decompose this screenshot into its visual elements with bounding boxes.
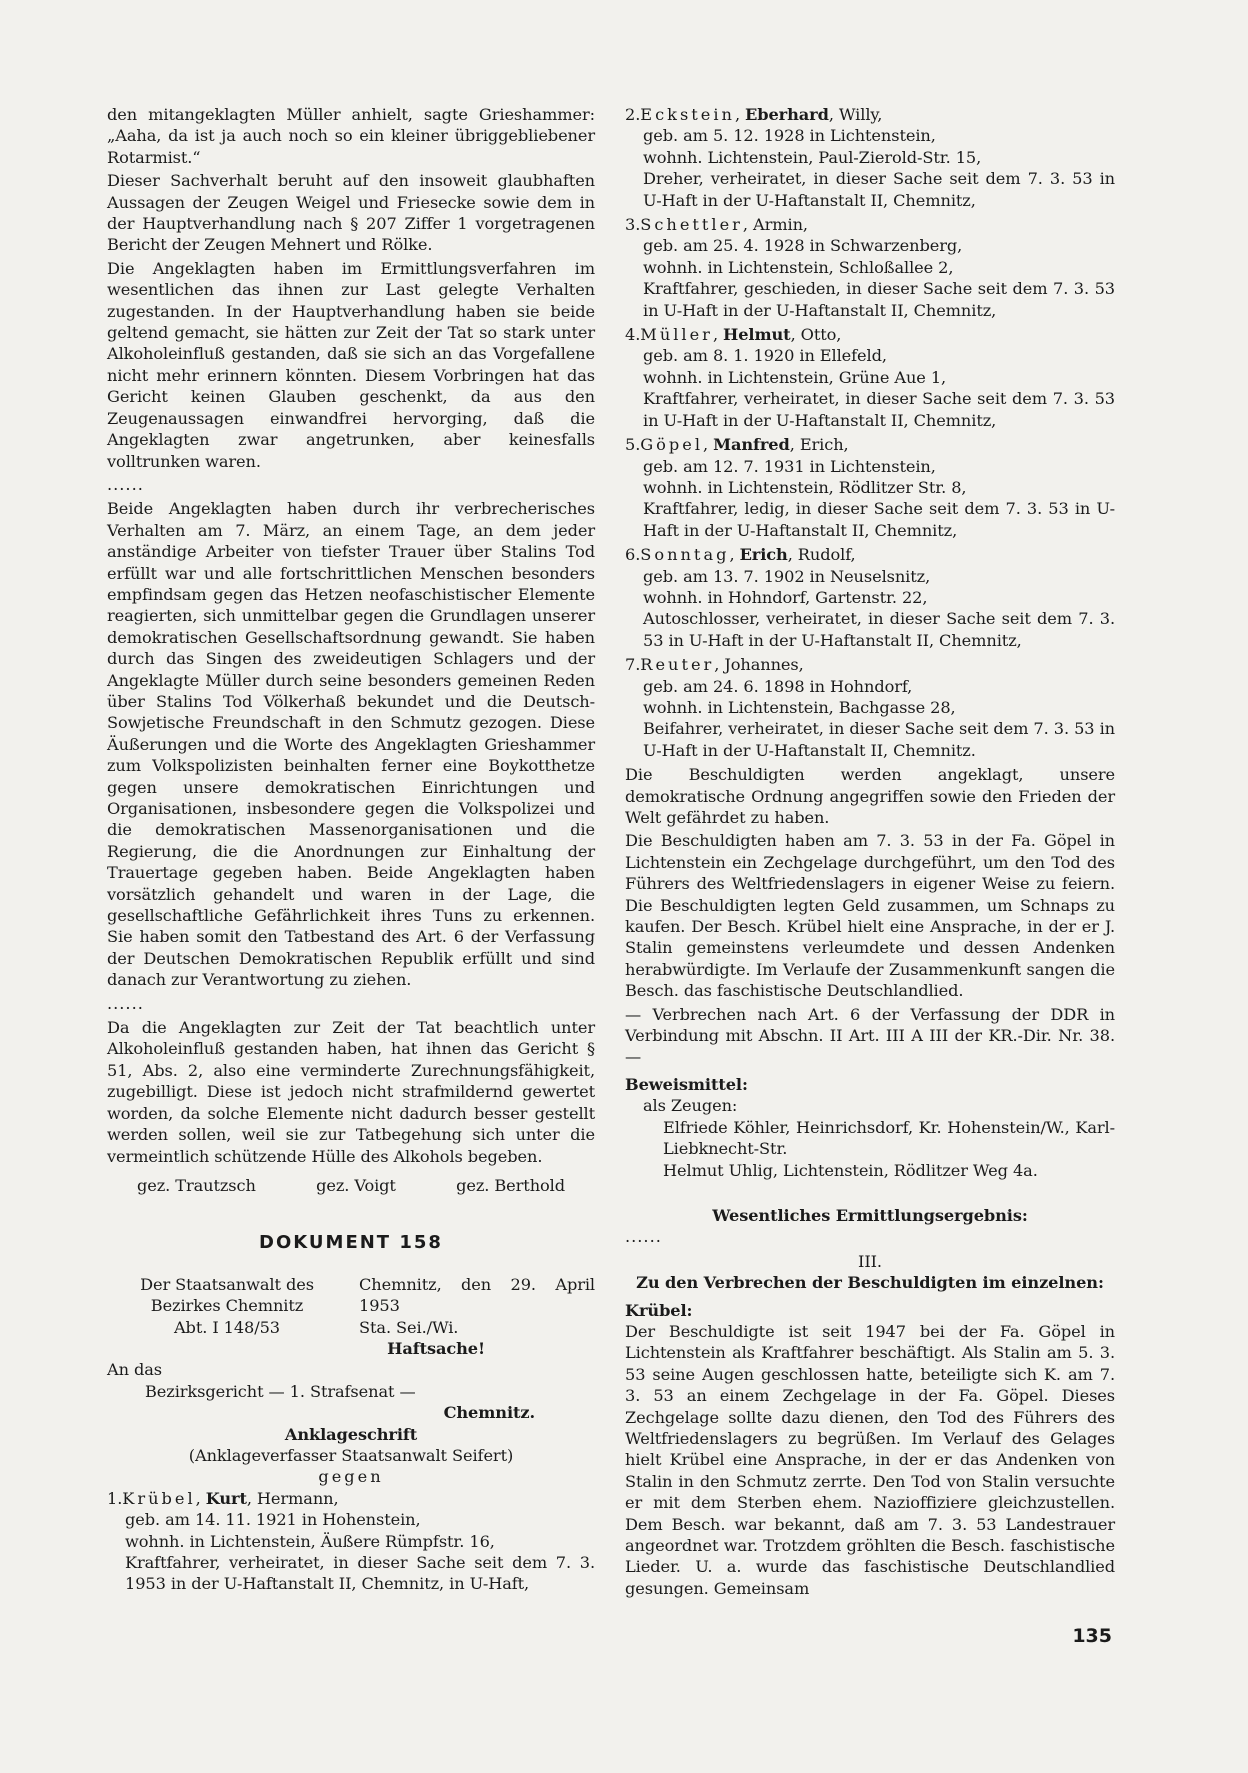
surname: Krübel [122, 1488, 196, 1508]
entry-line: geb. am 5. 12. 1928 in Lichtenstein, [643, 126, 936, 146]
left-column [107, 104, 595, 1598]
other-names: , Hermann, [246, 1488, 339, 1508]
entry-line: Dreher, verheiratet, in dieser Sache seit dem 7. 3. 53 in U-Haft in der U-Haftanstalt II, Chemnitz, [643, 169, 1115, 210]
city: Chemnitz. [443, 1403, 535, 1423]
entry-number: 7. [625, 655, 641, 675]
ellipsis: ...... [107, 474, 144, 494]
entry-line: wohnh. in Hohndorf, Gartenstr. 22, [643, 587, 928, 607]
other-names: , Armin, [742, 215, 808, 235]
witness: Helmut Uhlig, Lichtenstein, Rödlitzer Weg 4a. [663, 1160, 1038, 1180]
section-title: Zu den Verbrechen der Beschuldigten im einzelnen: [636, 1273, 1104, 1293]
entry-number: 5. [625, 435, 641, 455]
facts-paragraph: Die Beschuldigten haben am 7. 3. 53 in der Fa. Göpel in Lichtenstein ein Zechgelage durchgeführt, um den Tod des Führers des Weltfriedenslagers in eigener Weise zu feiern. Die Beschuldigten legten Geld zusammen, um Schnaps zu kaufen. Der Besch. Krübel hielt eine Ansprache, in der er J. Stalin gemeinstens verleumdete und dessen Andenken herabwürdigte. Im Verlaufe der Zusammenkunft sangen die Besch. das faschistische Deutschlandlied. [625, 831, 1115, 1001]
surname: Sonntag [640, 545, 730, 565]
accused-entry: 2.Eckstein, Eberhard, Willy, geb. am 5. 12. 1928 in Lichtenstein, wohnh. Lichtenstein, Paul-Zierold-Str. 15, Dreher, verheiratet, in dieser Sache seit dem 7. 3. 53 in U-Haft in der U-Haftanstalt II, Chemnitz, [625, 105, 1115, 210]
accused-entry [625, 654, 1115, 761]
entry-line: wohnh. Lichtenstein, Paul-Zierold-Str. 15, [643, 147, 982, 167]
signature: gez. Trautzsch [137, 1175, 256, 1195]
paragraph: Die Angeklagten haben im Ermittlungsverfahren im wesentlichen das ihnen zur Last gelegte Verhalten zugestanden. In der Hauptverhandlung haben sie beide geltend gemacht, sie hätten zur Zeit der Tat so stark unter Alkoholeinfluß gestanden, daß sie sich an das Vorgefallene nicht mehr erinnern könnten. Diesem Vorbringen hat das Gericht keinen Glauben geschenkt, da aus den Zeugenaussagen einwandfrei hervorging, daß die Angeklagten zwar angetrunken, aber keinesfalls volltrunken waren. [107, 258, 595, 471]
entry-line: geb. am 14. 11. 1921 in Hohenstein, [125, 1510, 421, 1530]
legal-basis: — Verbrechen nach Art. 6 der Verfassung der DDR in Verbindung mit Abschn. II Art. III A III der KR.-Dir. Nr. 38. — [625, 1004, 1115, 1067]
surname: Schettler [640, 215, 743, 235]
sender-line: Abt. I 148/53 [173, 1317, 281, 1337]
entry-line: wohnh. in Lichtenstein, Schloßallee 2, [643, 257, 954, 277]
section-number: III. [858, 1251, 882, 1271]
entry-number: 4. [625, 325, 641, 345]
entry-line: geb. am 12. 7. 1931 in Lichtenstein, [643, 456, 936, 476]
entry-line: geb. am 8. 1. 1920 in Ellefeld, [643, 346, 887, 366]
ellipsis: ...... [625, 1227, 662, 1247]
surname: Göpel [640, 435, 704, 455]
accused-entry: 6.Sonntag, Erich, Rudolf, geb. am 13. 7. 1902 in Neuselsnitz, wohnh. in Hohndorf, Gartenstr. 22, Autoschlosser, verheiratet, in dieser Sache seit dem 7. 3. 53 in U-Haft in der U-Haftanstalt II, Chemnitz, [625, 545, 1115, 650]
signature: gez. Berthold [456, 1175, 565, 1195]
other-names: , Rudolf, [787, 545, 856, 565]
entry-line: wohnh. in Lichtenstein, Rödlitzer Str. 8, [643, 477, 967, 497]
entry-number: 1. [107, 1488, 123, 1508]
entry-line: geb. am 25. 4. 1928 in Schwarzenberg, [643, 236, 963, 256]
ellipsis: ...... [107, 993, 144, 1013]
other-names: , Johannes, [714, 655, 804, 675]
witness-intro: als Zeugen: [643, 1096, 738, 1116]
entry-line: geb. am 13. 7. 1902 in Neuselsnitz, [643, 566, 931, 586]
first-name: Eberhard [745, 105, 829, 124]
paragraph: Beide Angeklagten haben durch ihr verbrecherisches Verhalten am 7. März, an einem Tage, an dem jeder anständige Arbeiter von tiefster Trauer über Stalins Tod erfüllt war und alle fortschrittlichen Menschen besonders empfindsam gegen das Hetzen neofaschistischer Elemente reagierten, sich unmittelbar gegen die Grundlagen unserer demokratischen Gesellschaftsordnung gewandt. Sie haben durch das Singen des zweideutigen Schlagers und der Angeklagte Müller durch seine besonders gemeinen Reden über Stalins Tod Völkerhaß bekundet und die Deutsch-Sowjetische Freundschaft in den Schmutz gezogen. Diese Äußerungen und die Worte des Angeklagten Grieshammer zum Volkspolizisten beinhalten ferner eine Boykotthetze gegen unsere demokratischen Einrichtungen und Organisationen, insbesondere gegen die Volkspolizei und die demokratischen Massenorganisationen und die Regierung, die die Anordnungen zur Einhaltung der Trauertage gegeben haben. Beide Angeklagten haben vorsätzlich gehandelt und waren in der Lage, die gesellschaftliche Gefährlichkeit ihres Tuns zu erkennen. Sie haben somit den Tatbestand des Art. 6 der Verfassung der Deutschen Demokratischen Republik erfüllt und sind danach zur Verantwortung zu ziehen. [107, 499, 595, 990]
indictment-subtitle: (Anklageverfasser Staatsanwalt Seifert) [188, 1445, 514, 1465]
surname: Eckstein [640, 105, 735, 124]
first-name: Erich [739, 545, 788, 565]
reference-line: Sta. Sei./Wi. [359, 1317, 459, 1337]
other-names: , Otto, [790, 325, 842, 345]
result-heading: Wesentliches Ermittlungsergebnis: [712, 1205, 1028, 1225]
sender-line: Der Staatsanwalt des [140, 1274, 314, 1294]
page-number: 135 [1072, 1625, 1112, 1647]
address-block [107, 1274, 595, 1338]
document-heading: DOKUMENT 158 [259, 1232, 443, 1254]
entry-line: Autoschlosser, verheiratet, in dieser Sache seit dem 7. 3. 53 in U-Haft in der U-Haftanstalt II, Chemnitz, [643, 609, 1115, 650]
an-das: An das [107, 1360, 162, 1380]
date-line: Chemnitz, den 29. April 1953 [359, 1274, 595, 1316]
entry-number: 3. [625, 215, 641, 235]
gegen: gegen [318, 1467, 384, 1487]
accused-entry [625, 214, 1115, 321]
date-block [347, 1274, 595, 1338]
signature: gez. Voigt [316, 1175, 396, 1195]
entry-line: Kraftfahrer, geschieden, in dieser Sache seit dem 7. 3. 53 in U-Haft in der U-Haftanstalt II, Chemnitz, [643, 279, 1115, 320]
entry-line: Kraftfahrer, ledig, in dieser Sache seit dem 7. 3. 53 in U-Haft in der U-Haftanstalt II, Chemnitz, [643, 499, 1115, 540]
entry-line: Beifahrer, verheiratet, in dieser Sache seit dem 7. 3. 53 in U-Haft in der U-Haftanstalt II, Chemnitz. [643, 719, 1115, 760]
accused-entry: 1.Krübel, Kurt, Hermann, geb. am 14. 11. 1921 in Hohenstein, wohnh. in Lichtenstein, Äußere Rümpfstr. 16, Kraftfahrer, verheiratet, in dieser Sache seit dem 7. 3. 1953 in der U-Haftanstalt II, Chemnitz, in U-Haft, [107, 1488, 595, 1594]
entry-line: wohnh. in Lichtenstein, Bachgasse 28, [643, 697, 956, 717]
charge-paragraph: Die Beschuldigten werden angeklagt, unsere demokratische Ordnung angegriffen sowie den Frieden der Welt gefährdet zu haben. [625, 765, 1115, 827]
haftsache: Haftsache! [387, 1338, 485, 1358]
paragraph: Der Beschuldigte ist seit 1947 bei der Fa. Göpel in Lichtenstein als Kraftfahrer beschäftigt. Als Stalin am 5. 3. 53 seine Augen geschlossen hatte, beteiligte sich K. am 7. 3. 53 an einem Zechgelage in der Fa. Göpel. Dieses Zechgelage sollte dazu dienen, den Tod des Führers des Weltfriedenslagers zu begrüßen. Im Verlauf des Gelages hielt Krübel eine Ansprache, in der er das Andenken von Stalin in den Schmutz zerrte. Den Tod von Stalin versuchte er mit dem Sterben ehem. Nazioffiziere gleichzustellen. Dem Besch. war bekannt, daß am 7. 3. 53 Landestrauer angeordnet war. Trotzdem gröhlten die Besch. faschistische Lieder. U. a. wurde das faschistische Deutschlandlied gesungen. Gemeinsam [625, 1321, 1115, 1598]
first-name: Manfred [713, 435, 790, 455]
entry-line: Kraftfahrer, verheiratet, in dieser Sache seit dem 7. 3. 53 in U-Haft in der U-Haftanstalt II, Chemnitz, [643, 389, 1115, 430]
signature-line [107, 1169, 595, 1196]
entry-line: wohnh. in Lichtenstein, Äußere Rümpfstr. 16, [125, 1531, 495, 1551]
evidence-heading: Beweismittel: [625, 1074, 748, 1094]
paragraph: Dieser Sachverhalt beruht auf den insoweit glaubhaften Aussagen der Zeugen Weigel und Friesecke sowie dem in der Hauptverhandlung nach § 207 Ziffer 1 vorgetragenen Bericht der Zeugen Mehnert und Rölke. [107, 171, 595, 255]
entry-number: 6. [625, 545, 641, 565]
accused-entry: 5.Göpel, Manfred, Erich, geb. am 12. 7. 1931 in Lichtenstein, wohnh. in Lichtenstein, Rödlitzer Str. 8, Kraftfahrer, ledig, in dieser Sache seit dem 7. 3. 53 in U-Haft in der U-Haftanstalt II, Chemnitz, [625, 435, 1115, 540]
sender-block [107, 1274, 347, 1338]
witness: Elfriede Köhler, Heinrichsdorf, Kr. Hohenstein/W., Karl-Liebknecht-Str. [663, 1117, 1115, 1159]
entry-line: Kraftfahrer, verheiratet, in dieser Sache seit dem 7. 3. 1953 in der U-Haftanstalt II, Chemnitz, in U-Haft, [125, 1553, 595, 1594]
sender-line: Bezirkes Chemnitz [150, 1296, 304, 1316]
entry-number: 2. [625, 105, 641, 124]
first-name: Kurt [205, 1488, 247, 1508]
kruebel-heading: Krübel: [625, 1300, 693, 1320]
surname: Reuter [640, 655, 715, 675]
indictment-title: Anklageschrift [284, 1424, 418, 1444]
other-names: , Willy, [828, 105, 883, 124]
first-name: Helmut [723, 325, 791, 345]
paragraph: den mitangeklagten Müller anhielt, sagte Grieshammer: „Aaha, da ist ja auch noch so ein kleiner übriggebliebener Rotarmist.“ [107, 105, 595, 167]
accused-entry: 4.Müller, Helmut, Otto, geb. am 8. 1. 1920 in Ellefeld, wohnh. in Lichtenstein, Grüne Aue 1, Kraftfahrer, verheiratet, in dieser Sache seit dem 7. 3. 53 in U-Haft in der U-Haftanstalt II, Chemnitz, [625, 325, 1115, 430]
right-column [625, 104, 1115, 1601]
paragraph: Da die Angeklagten zur Zeit der Tat beachtlich unter Alkoholeinfluß gestanden haben, hat ihnen das Gericht § 51, Abs. 2, also eine verminderte Zurechnungsfähigkeit, zugebilligt. Diese ist jedoch nicht strafmildernd gewertet worden, da solche Elemente nicht dadurch besser gestellt werden sollen, weil sie zur Tatbegehung sich unter die vermeintlich schützende Hülle des Alkohols begeben. [107, 1018, 595, 1166]
surname: Müller [640, 325, 713, 345]
entry-line: wohnh. in Lichtenstein, Grüne Aue 1, [643, 367, 947, 387]
court: Bezirksgericht — 1. Strafsenat — [145, 1381, 416, 1401]
other-names: , Erich, [789, 435, 849, 455]
entry-line: geb. am 24. 6. 1898 in Hohndorf, [643, 676, 913, 696]
